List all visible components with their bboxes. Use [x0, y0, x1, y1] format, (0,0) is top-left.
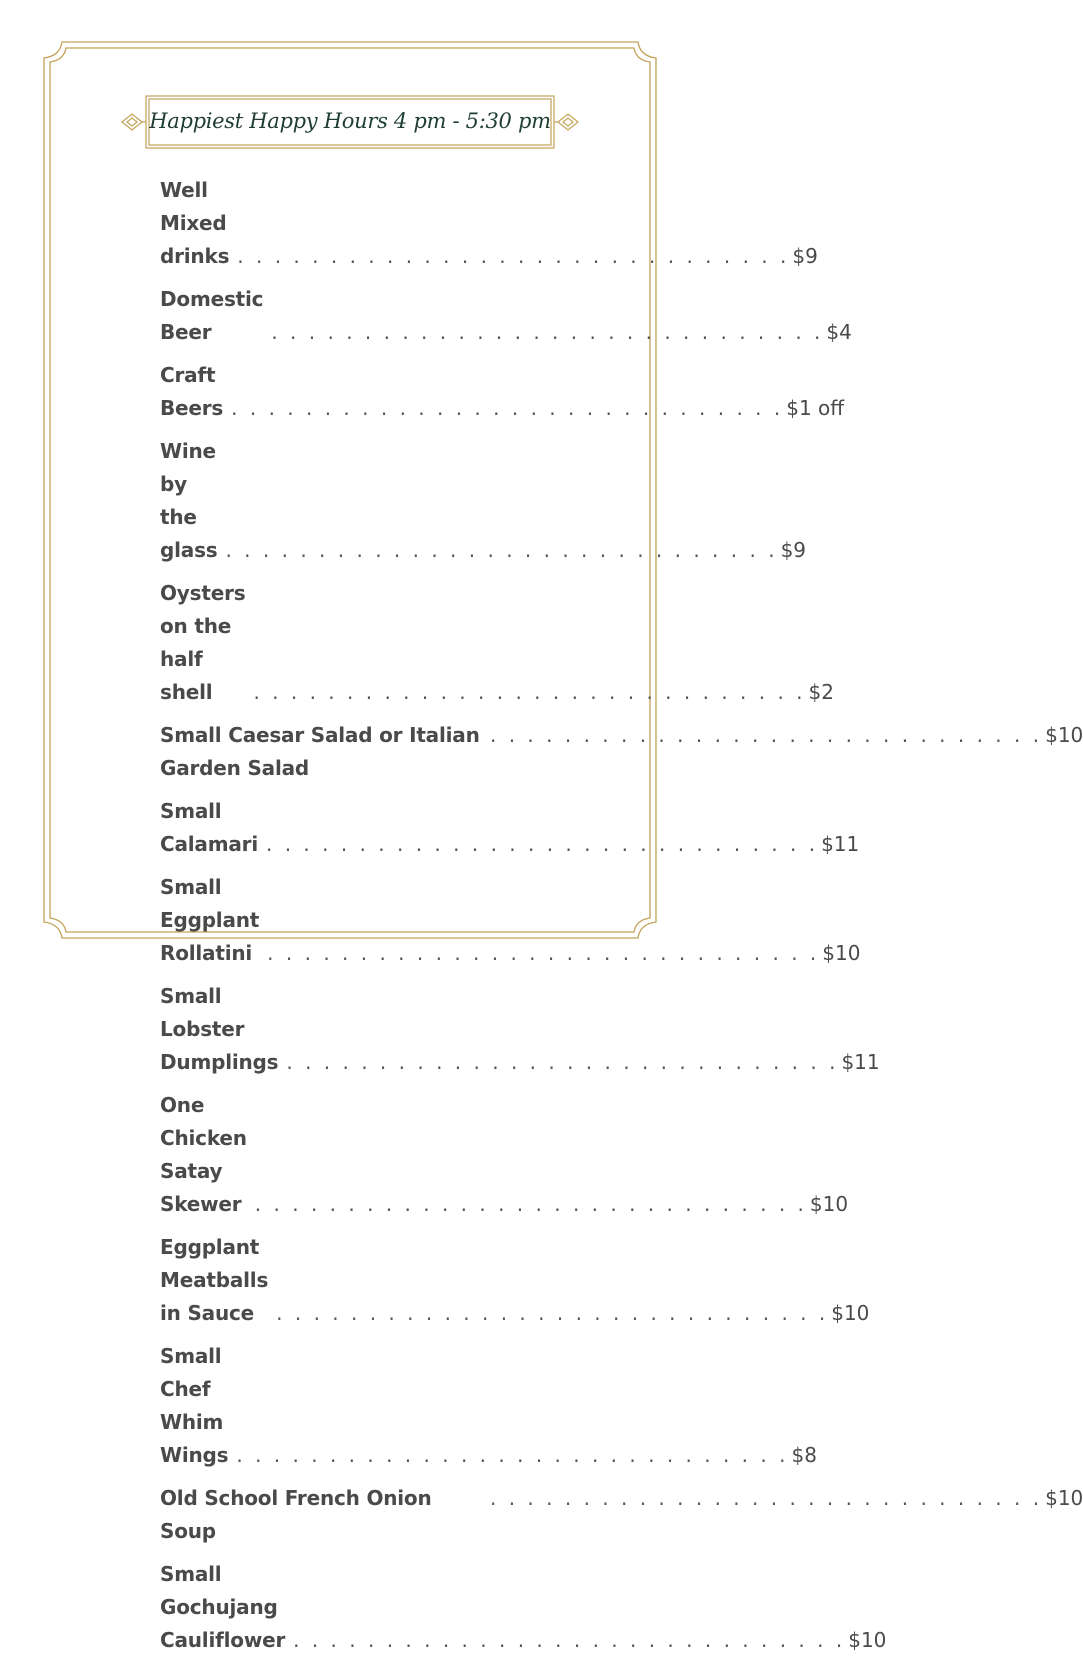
item-name: Small Chef Whim Wings [160, 1344, 229, 1467]
menu-item-wine-by-the-glass [160, 435, 807, 567]
dot-leader: . . . . . . . . . . . . . . . . . . . . . . . . . . . . . . [267, 941, 820, 965]
item-name: Domestic Beer [160, 287, 264, 344]
item-price: $11 [821, 832, 860, 856]
item-price: $1 off [786, 396, 845, 420]
menu-item-french-onion-soup [160, 1482, 1083, 1548]
item-name: Small Caesar Salad or Italian Garden Salad [160, 723, 480, 780]
dot-leader: . . . . . . . . . . . . . . . . . . . . . . . . . . . . . . [286, 1050, 839, 1074]
dot-leader: . . . . . . . . . . . . . . . . . . . . . . . . . . . . . . [236, 1443, 789, 1467]
dot-leader: . . . . . . . . . . . . . . . . . . . . . . . . . . . . . . [237, 244, 790, 268]
item-price: $10 [848, 1628, 887, 1652]
item-name: Wine by the glass [160, 439, 218, 562]
item-price: $10 [1045, 1486, 1083, 1510]
item-price: $4 [826, 320, 852, 344]
dot-leader: . . . . . . . . . . . . . . . . . . . . . . . . . . . . . . [293, 1628, 846, 1652]
item-name: Well Mixed drinks [160, 178, 230, 268]
item-price: $10 [1045, 723, 1083, 747]
item-name: Old School French Onion Soup [160, 1486, 432, 1543]
menu-item-small-salad [160, 719, 1083, 785]
item-price: $11 [841, 1050, 880, 1074]
menu-item-oysters [160, 577, 834, 709]
item-name: Small Eggplant Rollatini [160, 875, 260, 965]
item-price: $10 [822, 941, 861, 965]
item-name: Craft Beers [160, 363, 224, 420]
banner-title: Happiest Happy Hours 4 pm - 5:30 pm [149, 109, 551, 133]
item-price: $9 [792, 244, 818, 268]
item-price: $8 [791, 1443, 817, 1467]
dot-leader: . . . . . . . . . . . . . . . . . . . . . . . . . . . . . . [490, 1486, 1043, 1510]
item-price: $2 [808, 680, 834, 704]
item-price: $10 [831, 1301, 870, 1325]
dot-leader: . . . . . . . . . . . . . . . . . . . . . . . . . . . . . . [490, 723, 1043, 747]
happy-hour-menu-list [160, 174, 1083, 1667]
item-name: Oysters on the half shell [160, 581, 246, 704]
menu-item-small-lobster-dumplings [160, 980, 880, 1079]
dot-leader: . . . . . . . . . . . . . . . . . . . . . . . . . . . . . . [225, 538, 778, 562]
menu-item-gochujang-cauliflower [160, 1558, 887, 1657]
item-price: $9 [780, 538, 807, 562]
dot-leader: . . . . . . . . . . . . . . . . . . . . . . . . . . . . . . [276, 1301, 829, 1325]
menu-item-well-mixed-drinks [160, 174, 818, 273]
dot-leader: . . . . . . . . . . . . . . . . . . . . . . . . . . . . . . [265, 832, 819, 856]
dot-leader: . . . . . . . . . . . . . . . . . . . . . . . . . . . . . . [271, 320, 824, 344]
menu-item-chicken-satay [160, 1089, 849, 1221]
menu-item-chef-whim-wings [160, 1340, 817, 1472]
dot-leader: . . . . . . . . . . . . . . . . . . . . . . . . . . . . . . [254, 1192, 807, 1216]
item-name: One Chicken Satay Skewer [160, 1093, 247, 1216]
menu-item-craft-beers [160, 359, 845, 425]
menu-item-small-eggplant-rollatini [160, 871, 861, 970]
dot-leader: . . . . . . . . . . . . . . . . . . . . . . . . . . . . . . [231, 396, 784, 420]
item-price: $10 [809, 1192, 849, 1216]
dot-leader: . . . . . . . . . . . . . . . . . . . . . . . . . . . . . . [253, 680, 806, 704]
item-name: Eggplant Meatballs in Sauce [160, 1235, 269, 1325]
item-name: Small Lobster Dumplings [160, 984, 279, 1074]
item-name: Small Calamari [160, 799, 258, 856]
menu-item-domestic-beer [160, 283, 852, 349]
menu-item-eggplant-meatballs [160, 1231, 870, 1330]
menu-item-small-calamari [160, 795, 860, 861]
item-name: Small Gochujang Cauliflower [160, 1562, 286, 1652]
